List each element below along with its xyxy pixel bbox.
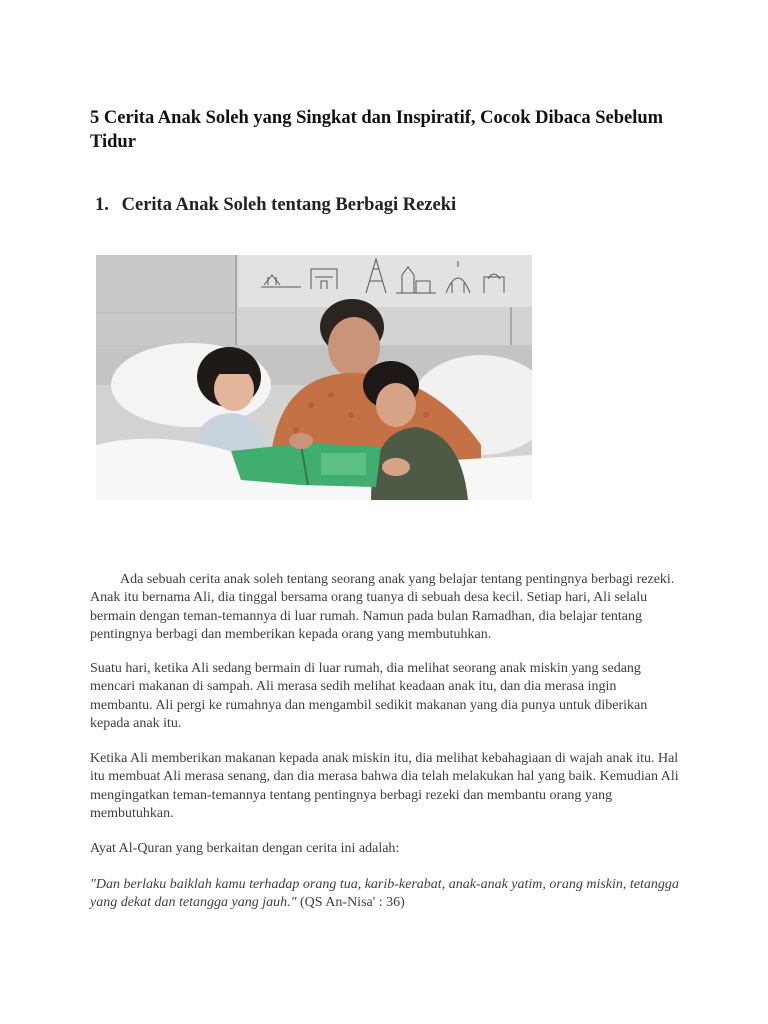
- section-heading-text: Cerita Anak Soleh tentang Berbagi Rezeki: [121, 195, 457, 215]
- quote-text: "Dan berlaku baiklah kamu terhadap orang tua, karib-kerabat, anak-anak yatim, orang miskin, tetangga yang dekat dan tetangga yang jauh.": [90, 877, 679, 911]
- section-heading: [95, 193, 695, 217]
- paragraph-1: Ada sebuah cerita anak soleh tentang seorang anak yang belajar tentang pentingnya berbagi rezeki. Anak itu bernama Ali, dia tinggal bersama orang tuanya di sebuah desa kecil. Setiap hari, Ali selalu bermain dengan teman-temannya di luar rumah. Namun pada bulan Ramadhan, dia belajar tentang pentingnya berbagi dan memberikan kepada orang yang membutuhkan.: [90, 572, 675, 642]
- story-photo: [96, 255, 532, 500]
- quran-quote: [90, 876, 680, 913]
- section-number: 1.: [95, 195, 109, 215]
- paragraph-2: Suatu hari, ketika Ali sedang bermain di luar rumah, dia melihat seorang anak miskin yang sedang mencari makanan di sampah. Ali merasa sedih melihat keadaan anak itu, dan dia merasa ingin membantu. Ali pergi ke rumahnya dan mengambil sedikit makanan yang dia punya untuk diberikan kepada anak itu.: [90, 661, 648, 731]
- quote-reference: (QS An-Nisa' : 36): [296, 895, 405, 911]
- paragraph-3: Ketika Ali memberikan makanan kepada anak miskin itu, dia melihat kebahagiaan di wajah anak itu. Hal itu membuat Ali merasa senang, dan dia merasa bahwa dia telah melakukan hal yang baik. Kemudian Ali mengingatkan teman-temannya tentang pentingnya berbagi rezeki dan membantu orang yang membutuhkan.: [90, 751, 679, 821]
- paragraph-4: Ayat Al-Quran yang berkaitan dengan cerita ini adalah:: [90, 841, 400, 856]
- document-title: 5 Cerita Anak Soleh yang Singkat dan Inspiratif, Cocok Dibaca Sebelum Tidur: [90, 108, 664, 152]
